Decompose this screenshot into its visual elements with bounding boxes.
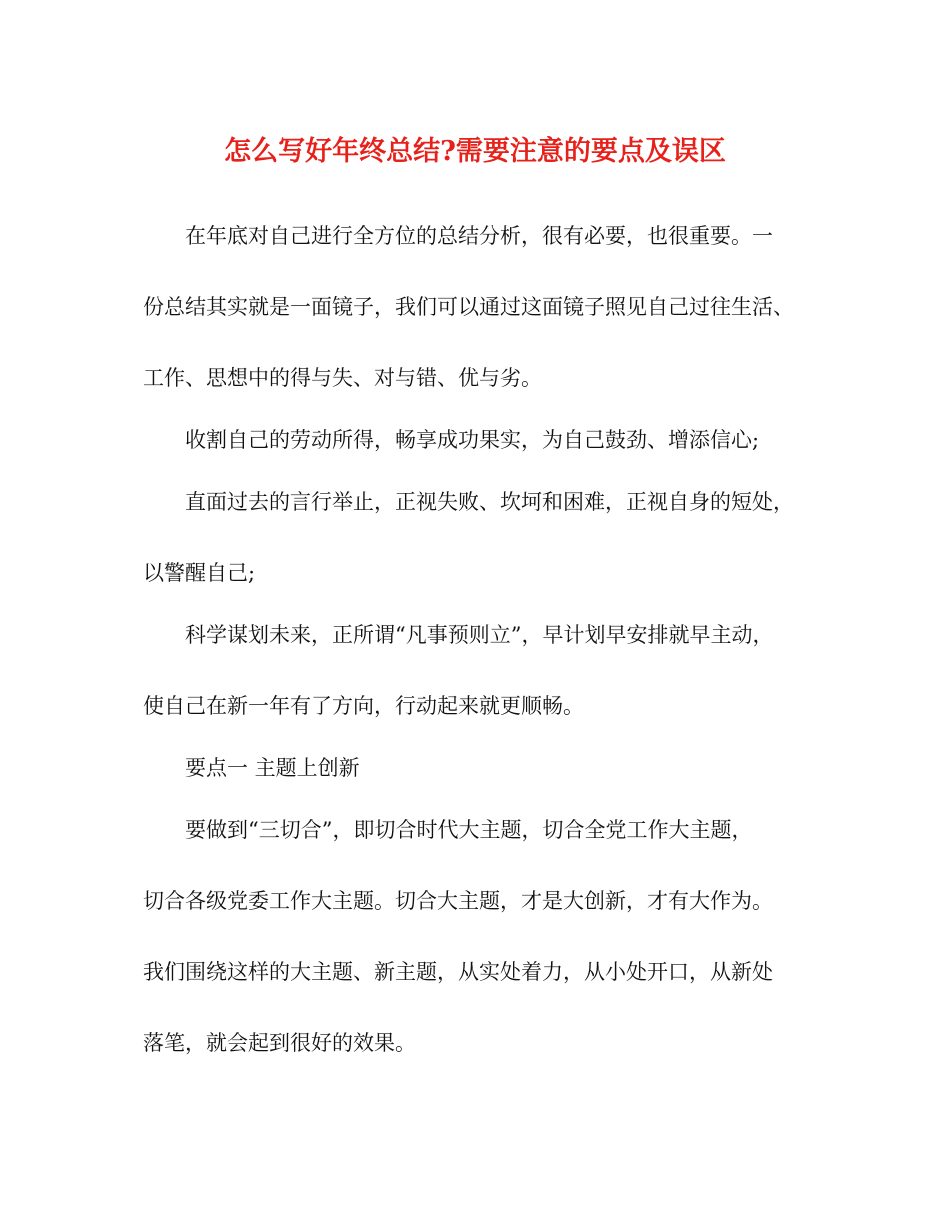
paragraph-line: 直面过去的言行举止，正视失败、坎坷和困难，正视自身的短处， <box>185 490 794 514</box>
paragraph-line: 科学谋划未来，正所谓“凡事预则立”，早计划早安排就早主动， <box>185 623 774 647</box>
page-title: 怎么写好年终总结?需要注意的要点及误区 <box>224 136 726 167</box>
section-heading: 要点一 主题上创新 <box>185 756 360 780</box>
paragraph-line: 在年底对自己进行全方位的总结分析，很有必要，也很重要。一 <box>185 224 773 248</box>
paragraph-line: 我们围绕这样的大主题、新主题，从实处着力，从小处开口，从新处 <box>143 960 773 984</box>
paragraph-line: 以警醒自己; <box>143 561 256 585</box>
paragraph-line: 落笔，就会起到很好的效果。 <box>143 1031 416 1055</box>
paragraph-line: 使自己在新一年有了方向，行动起来就更顺畅。 <box>143 694 584 718</box>
paragraph-line: 切合各级党委工作大主题。切合大主题，才是大创新，才有大作为。 <box>143 889 773 913</box>
paragraph-line: 收割自己的劳动所得，畅享成功果实，为自己鼓劲、增添信心; <box>185 428 760 452</box>
paragraph-line: 要做到“三切合”，即切合时代大主题，切合全党工作大主题， <box>185 818 753 842</box>
paragraph-line: 份总结其实就是一面镜子，我们可以通过这面镜子照见自己过往生活、 <box>143 295 794 319</box>
paragraph-line: 工作、思想中的得与失、对与错、优与劣。 <box>143 366 542 390</box>
